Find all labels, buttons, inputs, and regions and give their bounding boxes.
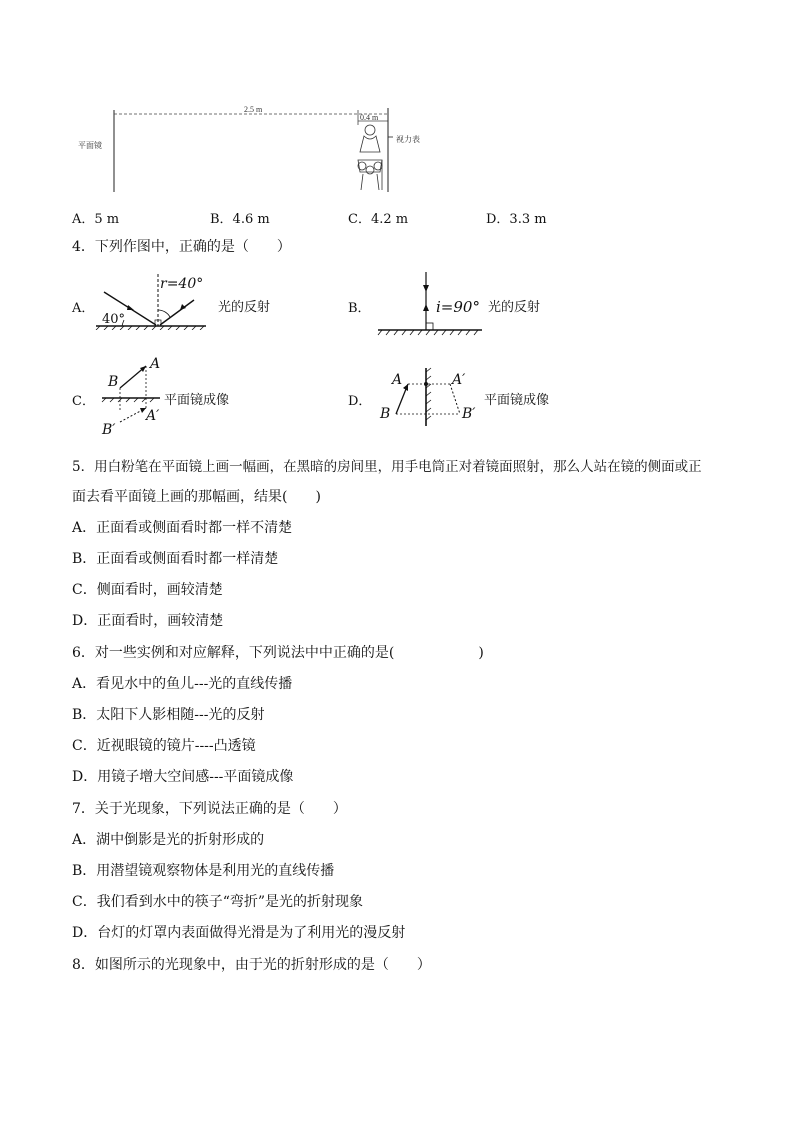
q5-stem-line2: 面去看平面镜上画的那幅画，结果( ) bbox=[72, 489, 321, 505]
q4-a-r-label: r=40° bbox=[160, 276, 204, 292]
q6-stem: 6．对一些实例和对应解释，下列说法中中正确的是( ) bbox=[72, 645, 484, 661]
q3-option-c[interactable]: C．4.2 m bbox=[348, 212, 409, 227]
q4-c-diagram bbox=[98, 352, 168, 436]
q5-option-d[interactable]: D．正面看时，画较清楚 bbox=[72, 613, 224, 629]
q4-d-letter[interactable]: D． bbox=[348, 394, 372, 409]
q4-c-pt-a-prime: A′ bbox=[146, 408, 160, 424]
q4-a-angle-label: 40° bbox=[102, 312, 126, 327]
q4-d-pt-a-prime: A′ bbox=[452, 372, 466, 388]
q7-stem: 7．关于光现象，下列说法正确的是（ ） bbox=[72, 801, 347, 817]
q4-c-pt-a: A bbox=[150, 356, 161, 372]
q4-c-letter[interactable]: C． bbox=[72, 394, 95, 409]
q4-a-letter[interactable]: A． bbox=[72, 301, 95, 316]
q4-a-diagram bbox=[94, 268, 218, 330]
q3-figure bbox=[70, 100, 450, 195]
q3-option-a[interactable]: A．5 m bbox=[72, 212, 120, 227]
q4-c-caption: 平面镜成像 bbox=[164, 393, 230, 408]
q6-option-a[interactable]: A．看见水中的鱼儿---光的直线传播 bbox=[72, 676, 293, 692]
q4-d-pt-b-prime: B′ bbox=[462, 406, 476, 422]
q7-option-a[interactable]: A．湖中倒影是光的折射形成的 bbox=[72, 832, 265, 848]
q4-d-pt-b: B bbox=[380, 406, 391, 422]
q4-b-caption: 光的反射 bbox=[488, 300, 541, 315]
q4-b-i-label: i=90° bbox=[436, 298, 480, 316]
q4-b-letter[interactable]: B． bbox=[348, 301, 371, 316]
q3-label-0-4m: 0.4 m bbox=[360, 113, 379, 122]
q6-option-b[interactable]: B．太阳下人影相随---光的反射 bbox=[72, 707, 265, 723]
q3-label-chart: 视力表 bbox=[396, 135, 420, 144]
q3-label-2-5m: 2.5 m bbox=[244, 105, 263, 114]
q3-label-mirror: 平面镜 bbox=[78, 141, 102, 150]
q5-option-b[interactable]: B．正面看或侧面看时都一样清楚 bbox=[72, 551, 279, 567]
q5-option-a[interactable]: A．正面看或侧面看时都一样不清楚 bbox=[72, 520, 293, 536]
q7-option-b[interactable]: B．用潜望镜观察物体是利用光的直线传播 bbox=[72, 863, 335, 879]
q7-option-d[interactable]: D．台灯的灯罩内表面做得光滑是为了利用光的漫反射 bbox=[72, 925, 406, 941]
girl-illustration bbox=[358, 125, 382, 190]
q4-d-caption: 平面镜成像 bbox=[484, 393, 550, 408]
q5-stem-line1: 5．用白粉笔在平面镜上画一幅画，在黑暗的房间里，用手电筒正对着镜面照射，那么人站在镜的侧面或正 bbox=[72, 459, 702, 475]
q8-stem: 8．如图所示的光现象中，由于光的折射形成的是（ ） bbox=[72, 957, 431, 973]
q4-b-diagram bbox=[376, 268, 492, 340]
q3-option-d[interactable]: D．3.3 m bbox=[486, 212, 547, 227]
q7-option-c[interactable]: C．我们看到水中的筷子“弯折”是光的折射现象 bbox=[72, 894, 364, 910]
q4-c-pt-b-prime: B′ bbox=[102, 422, 116, 436]
q4-a-caption: 光的反射 bbox=[218, 300, 271, 315]
q3-option-b[interactable]: B．4.6 m bbox=[210, 212, 270, 227]
q4-stem: 4．下列作图中，正确的是（ ） bbox=[72, 239, 291, 255]
q4-c-pt-b: B bbox=[108, 374, 119, 390]
q4-d-diagram bbox=[374, 366, 480, 428]
q5-option-c[interactable]: C．侧面看时，画较清楚 bbox=[72, 582, 223, 598]
q6-option-c[interactable]: C．近视眼镜的镜片----凸透镜 bbox=[72, 738, 256, 754]
q6-option-d[interactable]: D．用镜子增大空间感---平面镜成像 bbox=[72, 769, 294, 785]
q4-d-pt-a: A bbox=[392, 372, 403, 388]
